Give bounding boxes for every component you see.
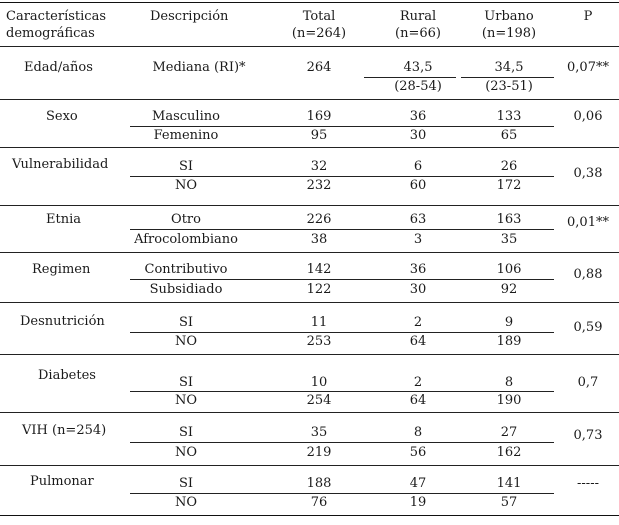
vih-inner-rule	[130, 442, 554, 443]
regimen-urbano: 106	[496, 262, 522, 277]
regimen-rural: 36	[409, 262, 427, 277]
desnutricion-total: 11	[310, 315, 328, 330]
edad-rural-ri: (28-54)	[394, 79, 442, 94]
sexo-rural: 30	[409, 128, 427, 143]
sexo-inner-rule	[130, 126, 554, 127]
section-rule	[0, 205, 619, 206]
vulnerabilidad-total: 232	[306, 178, 332, 193]
header-p: P	[583, 9, 593, 24]
section-rule	[0, 465, 619, 466]
sexo-total: 95	[310, 128, 328, 143]
diabetes-urbano: 8	[504, 375, 514, 390]
desnutricion-total: 253	[306, 334, 332, 349]
vih-desc: NO	[174, 445, 198, 460]
pulmonar-p: -----	[577, 476, 599, 491]
sexo-p: 0,06	[573, 109, 603, 124]
edad-urbano: 34,5	[494, 60, 524, 75]
pulmonar-desc: NO	[174, 495, 198, 510]
sexo-total: 169	[306, 109, 332, 124]
diabetes-total: 254	[306, 393, 332, 408]
vih-total: 35	[310, 425, 328, 440]
diabetes-inner-rule	[130, 391, 554, 392]
pulmonar-total: 76	[310, 495, 328, 510]
desnutricion-urbano: 9	[504, 315, 514, 330]
pulmonar-urbano: 57	[500, 495, 518, 510]
desnutricion-urbano: 189	[496, 334, 522, 349]
header-caracteristicas-2: demográficas	[6, 26, 95, 41]
vulnerabilidad-rural: 6	[413, 159, 423, 174]
vulnerabilidad-inner-rule	[130, 176, 554, 177]
regimen-total: 142	[306, 262, 332, 277]
edad-p: 0,07**	[567, 60, 609, 75]
table-top-rule	[0, 2, 619, 3]
vulnerabilidad-label: Vulnerabilidad	[12, 157, 109, 172]
vih-urbano: 27	[500, 425, 518, 440]
diabetes-p: 0,7	[577, 375, 599, 390]
vulnerabilidad-urbano: 26	[500, 159, 518, 174]
regimen-urbano: 92	[500, 282, 518, 297]
edad-rural: 43,5	[403, 60, 433, 75]
pulmonar-urbano: 141	[496, 476, 522, 491]
edad-total: 264	[306, 60, 332, 75]
header-total-1: Total	[302, 9, 336, 24]
regimen-p: 0,88	[573, 267, 603, 282]
sexo-desc: Masculino	[152, 109, 220, 124]
vulnerabilidad-desc: SI	[178, 159, 194, 174]
vih-label: VIH (n=254)	[22, 423, 107, 438]
etnia-total: 38	[310, 232, 328, 247]
edad-inner-rule-urbano	[461, 77, 554, 78]
etnia-p: 0,01**	[567, 215, 609, 230]
desnutricion-inner-rule	[130, 332, 554, 333]
vih-total: 219	[306, 445, 332, 460]
header-caracteristicas-1: Características	[6, 9, 106, 24]
pulmonar-rural: 19	[409, 495, 427, 510]
vih-rural: 56	[409, 445, 427, 460]
vulnerabilidad-urbano: 172	[496, 178, 522, 193]
diabetes-total: 10	[310, 375, 328, 390]
diabetes-label: Diabetes	[38, 368, 96, 383]
header-rural-1: Rural	[399, 9, 437, 24]
desnutricion-label: Desnutrición	[20, 314, 105, 329]
vulnerabilidad-rural: 60	[409, 178, 427, 193]
regimen-desc: Subsidiado	[149, 282, 223, 297]
etnia-inner-rule	[130, 229, 554, 230]
pulmonar-rural: 47	[409, 476, 427, 491]
etnia-urbano: 35	[500, 232, 518, 247]
header-bottom-rule	[0, 46, 619, 47]
regimen-inner-rule	[130, 279, 554, 280]
desnutricion-desc: SI	[178, 315, 194, 330]
sexo-desc: Femenino	[153, 128, 219, 143]
sexo-urbano: 133	[496, 109, 522, 124]
etnia-label: Etnia	[46, 212, 81, 227]
etnia-rural: 63	[409, 212, 427, 227]
etnia-desc: Otro	[171, 212, 201, 227]
regimen-label: Regimen	[32, 262, 91, 277]
vih-p: 0,73	[573, 428, 603, 443]
etnia-rural: 3	[413, 232, 423, 247]
vih-rural: 8	[413, 425, 423, 440]
pulmonar-inner-rule	[130, 493, 554, 494]
diabetes-desc: NO	[174, 393, 198, 408]
vulnerabilidad-desc: NO	[174, 178, 198, 193]
sexo-rural: 36	[409, 109, 427, 124]
section-rule	[0, 252, 619, 253]
pulmonar-label: Pulmonar	[30, 474, 94, 489]
vulnerabilidad-p: 0,38	[573, 166, 603, 181]
edad-desc: Mediana (RI)*	[152, 60, 246, 75]
edad-inner-rule-rural	[364, 77, 456, 78]
diabetes-urbano: 190	[496, 393, 522, 408]
header-descripcion: Descripción	[150, 9, 229, 24]
header-urbano-1: Urbano	[484, 9, 534, 24]
regimen-desc: Contributivo	[144, 262, 228, 277]
sexo-urbano: 65	[500, 128, 518, 143]
section-rule	[0, 412, 619, 413]
pulmonar-desc: SI	[178, 476, 194, 491]
diabetes-desc: SI	[178, 375, 194, 390]
header-total-2: (n=264)	[291, 26, 347, 41]
edad-urbano-ri: (23-51)	[485, 79, 533, 94]
vulnerabilidad-total: 32	[310, 159, 328, 174]
regimen-total: 122	[306, 282, 332, 297]
diabetes-rural: 64	[409, 393, 427, 408]
section-rule	[0, 354, 619, 355]
etnia-total: 226	[306, 212, 332, 227]
desnutricion-rural: 2	[413, 315, 423, 330]
header-urbano-2: (n=198)	[481, 26, 537, 41]
sexo-label: Sexo	[46, 109, 78, 124]
section-rule	[0, 302, 619, 303]
diabetes-rural: 2	[413, 375, 423, 390]
vih-urbano: 162	[496, 445, 522, 460]
edad-label: Edad/años	[24, 60, 93, 75]
pulmonar-total: 188	[306, 476, 332, 491]
etnia-urbano: 163	[496, 212, 522, 227]
table-bottom-rule	[0, 515, 619, 516]
desnutricion-desc: NO	[174, 334, 198, 349]
vih-desc: SI	[178, 425, 194, 440]
desnutricion-rural: 64	[409, 334, 427, 349]
section-rule	[0, 147, 619, 148]
etnia-desc: Afrocolombiano	[134, 232, 238, 247]
section-rule	[0, 99, 619, 100]
header-rural-2: (n=66)	[395, 26, 441, 41]
regimen-rural: 30	[409, 282, 427, 297]
desnutricion-p: 0,59	[573, 320, 603, 335]
